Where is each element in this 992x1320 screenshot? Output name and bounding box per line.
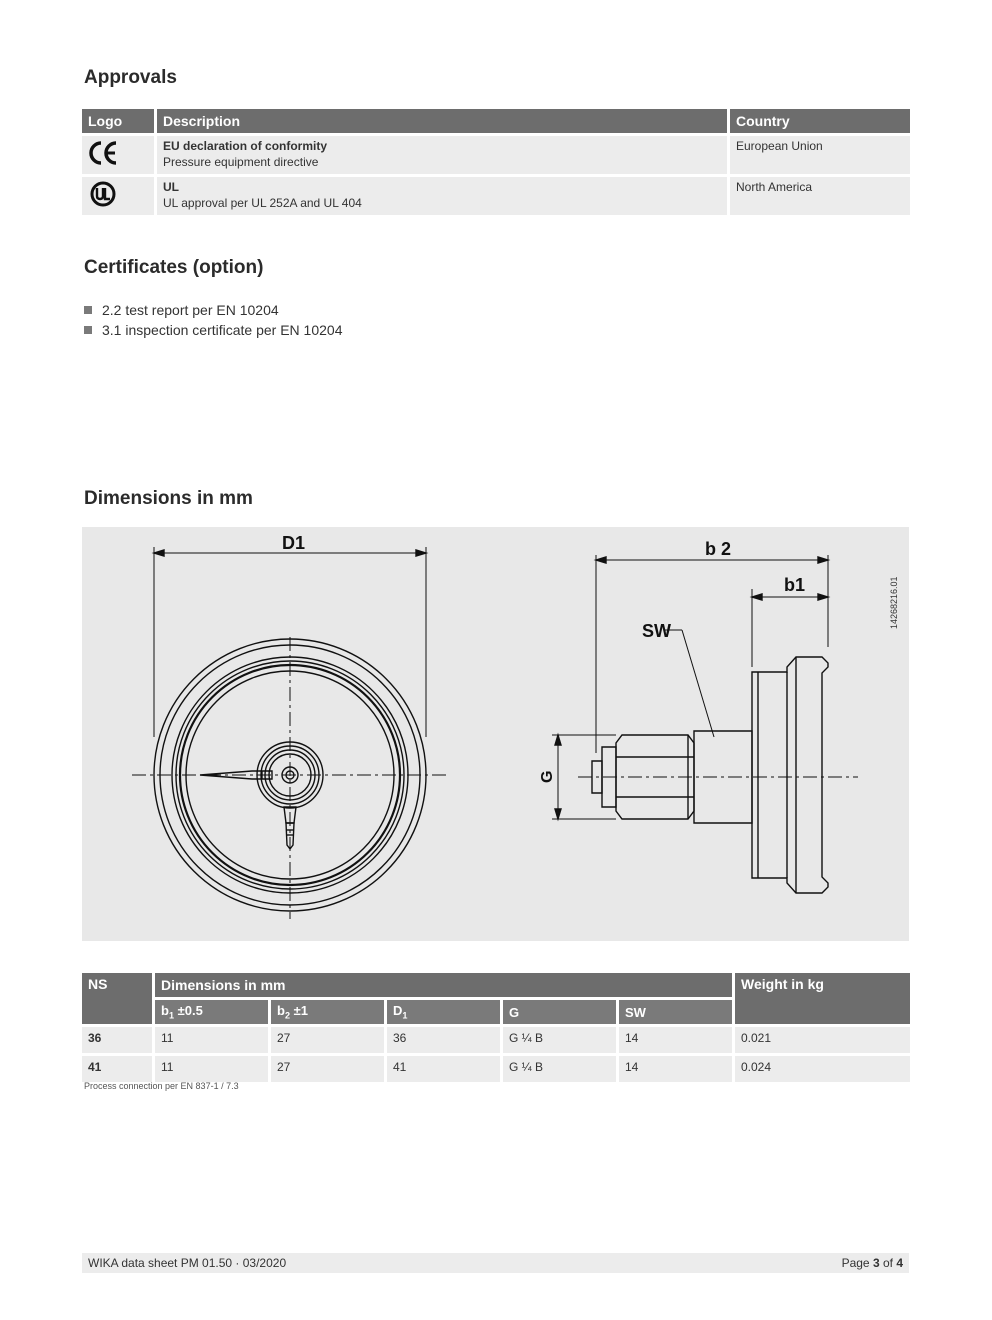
header-logo: Logo [82,109,154,133]
list-item [84,300,342,320]
ul-mark-icon [88,180,118,208]
b2-tolerance: ±1 [290,1003,308,1019]
description-cell [157,177,727,215]
b1-letter: b [161,1003,169,1019]
footer-page-total: 4 [896,1256,903,1270]
dims-header-row [82,973,910,997]
cell-d1: 41 [387,1056,500,1082]
cell-d1: 36 [387,1027,500,1053]
footer-page-of: of [879,1256,897,1270]
footer-datasheet-ref: WIKA data sheet PM 01.50 · 03/2020 [88,1256,287,1270]
header-b1 [155,1000,268,1024]
approvals-table [79,106,913,218]
drawing-number: 14268216.01 [889,576,899,629]
cell-b2: 27 [271,1027,384,1053]
d1-letter: D [393,1003,403,1019]
header-b2 [271,1000,384,1024]
label-d1: D1 [282,533,306,553]
approval-subtitle: Pressure equipment directive [163,155,319,169]
description-cell [157,136,727,174]
label-sw: SW [642,621,671,641]
table-row [82,1056,910,1082]
approvals-title: Approvals [84,67,177,88]
bullet-square-icon [84,326,92,334]
dimensions-title: Dimensions in mm [84,488,253,509]
label-b1: b1 [784,575,806,595]
header-dimensions: Dimensions in mm [155,973,732,997]
cell-b1: 11 [155,1027,268,1053]
cell-ns: 36 [82,1027,152,1053]
header-d1 [387,1000,500,1024]
logo-cell [82,177,154,215]
cell-ns: 41 [82,1056,152,1082]
logo-cell [82,136,154,174]
table-row [82,136,910,174]
country-cell: European Union [730,136,910,174]
footer-page-number [842,1256,903,1270]
certificates-title: Certificates (option) [84,257,264,278]
page-footer [82,1253,909,1273]
certificates-list [84,300,342,340]
label-g: G [539,770,556,783]
footer-page-prefix: Page [841,1256,873,1270]
d1-index: 1 [402,1010,408,1021]
table-row [82,177,910,215]
bullet-square-icon [84,306,92,314]
header-weight: Weight in kg [735,973,910,1024]
dimension-drawing [82,527,909,941]
cell-g: G ¼ B [503,1027,616,1053]
dimensions-table [79,970,913,1085]
list-item-text: 2.2 test report per EN 10204 [102,302,279,318]
b1-tolerance: ±0.5 [174,1003,203,1019]
header-ns: NS [82,973,152,1024]
cell-g: G ¼ B [503,1056,616,1082]
b2-letter: b [277,1003,285,1019]
label-b2: b 2 [705,539,732,559]
cell-weight: 0.021 [735,1027,910,1053]
footer-page-current: 3 [872,1256,880,1270]
b1-index: 1 [168,1010,175,1021]
footnote: Process connection per EN 837-1 / 7.3 [84,1081,239,1091]
header-sw: SW [619,1000,732,1024]
b2-index: 2 [284,1010,291,1021]
table-row [82,1027,910,1053]
cell-sw: 14 [619,1056,732,1082]
cell-sw: 14 [619,1027,732,1053]
cell-b2: 27 [271,1056,384,1082]
header-g: G [503,1000,616,1024]
approval-title: EU declaration of conformity [163,139,328,153]
cell-b1: 11 [155,1056,268,1082]
list-item-text: 3.1 inspection certificate per EN 10204 [102,322,343,338]
approvals-header-row [82,109,910,133]
approval-title: UL [163,180,179,194]
country-cell: North America [730,177,910,215]
cell-weight: 0.024 [735,1056,910,1082]
gauge-technical-drawing [82,527,909,941]
approval-subtitle: UL approval per UL 252A and UL 404 [163,196,362,210]
list-item [84,320,342,340]
ce-mark-icon [88,139,118,167]
header-description: Description [157,109,727,133]
header-country: Country [730,109,910,133]
